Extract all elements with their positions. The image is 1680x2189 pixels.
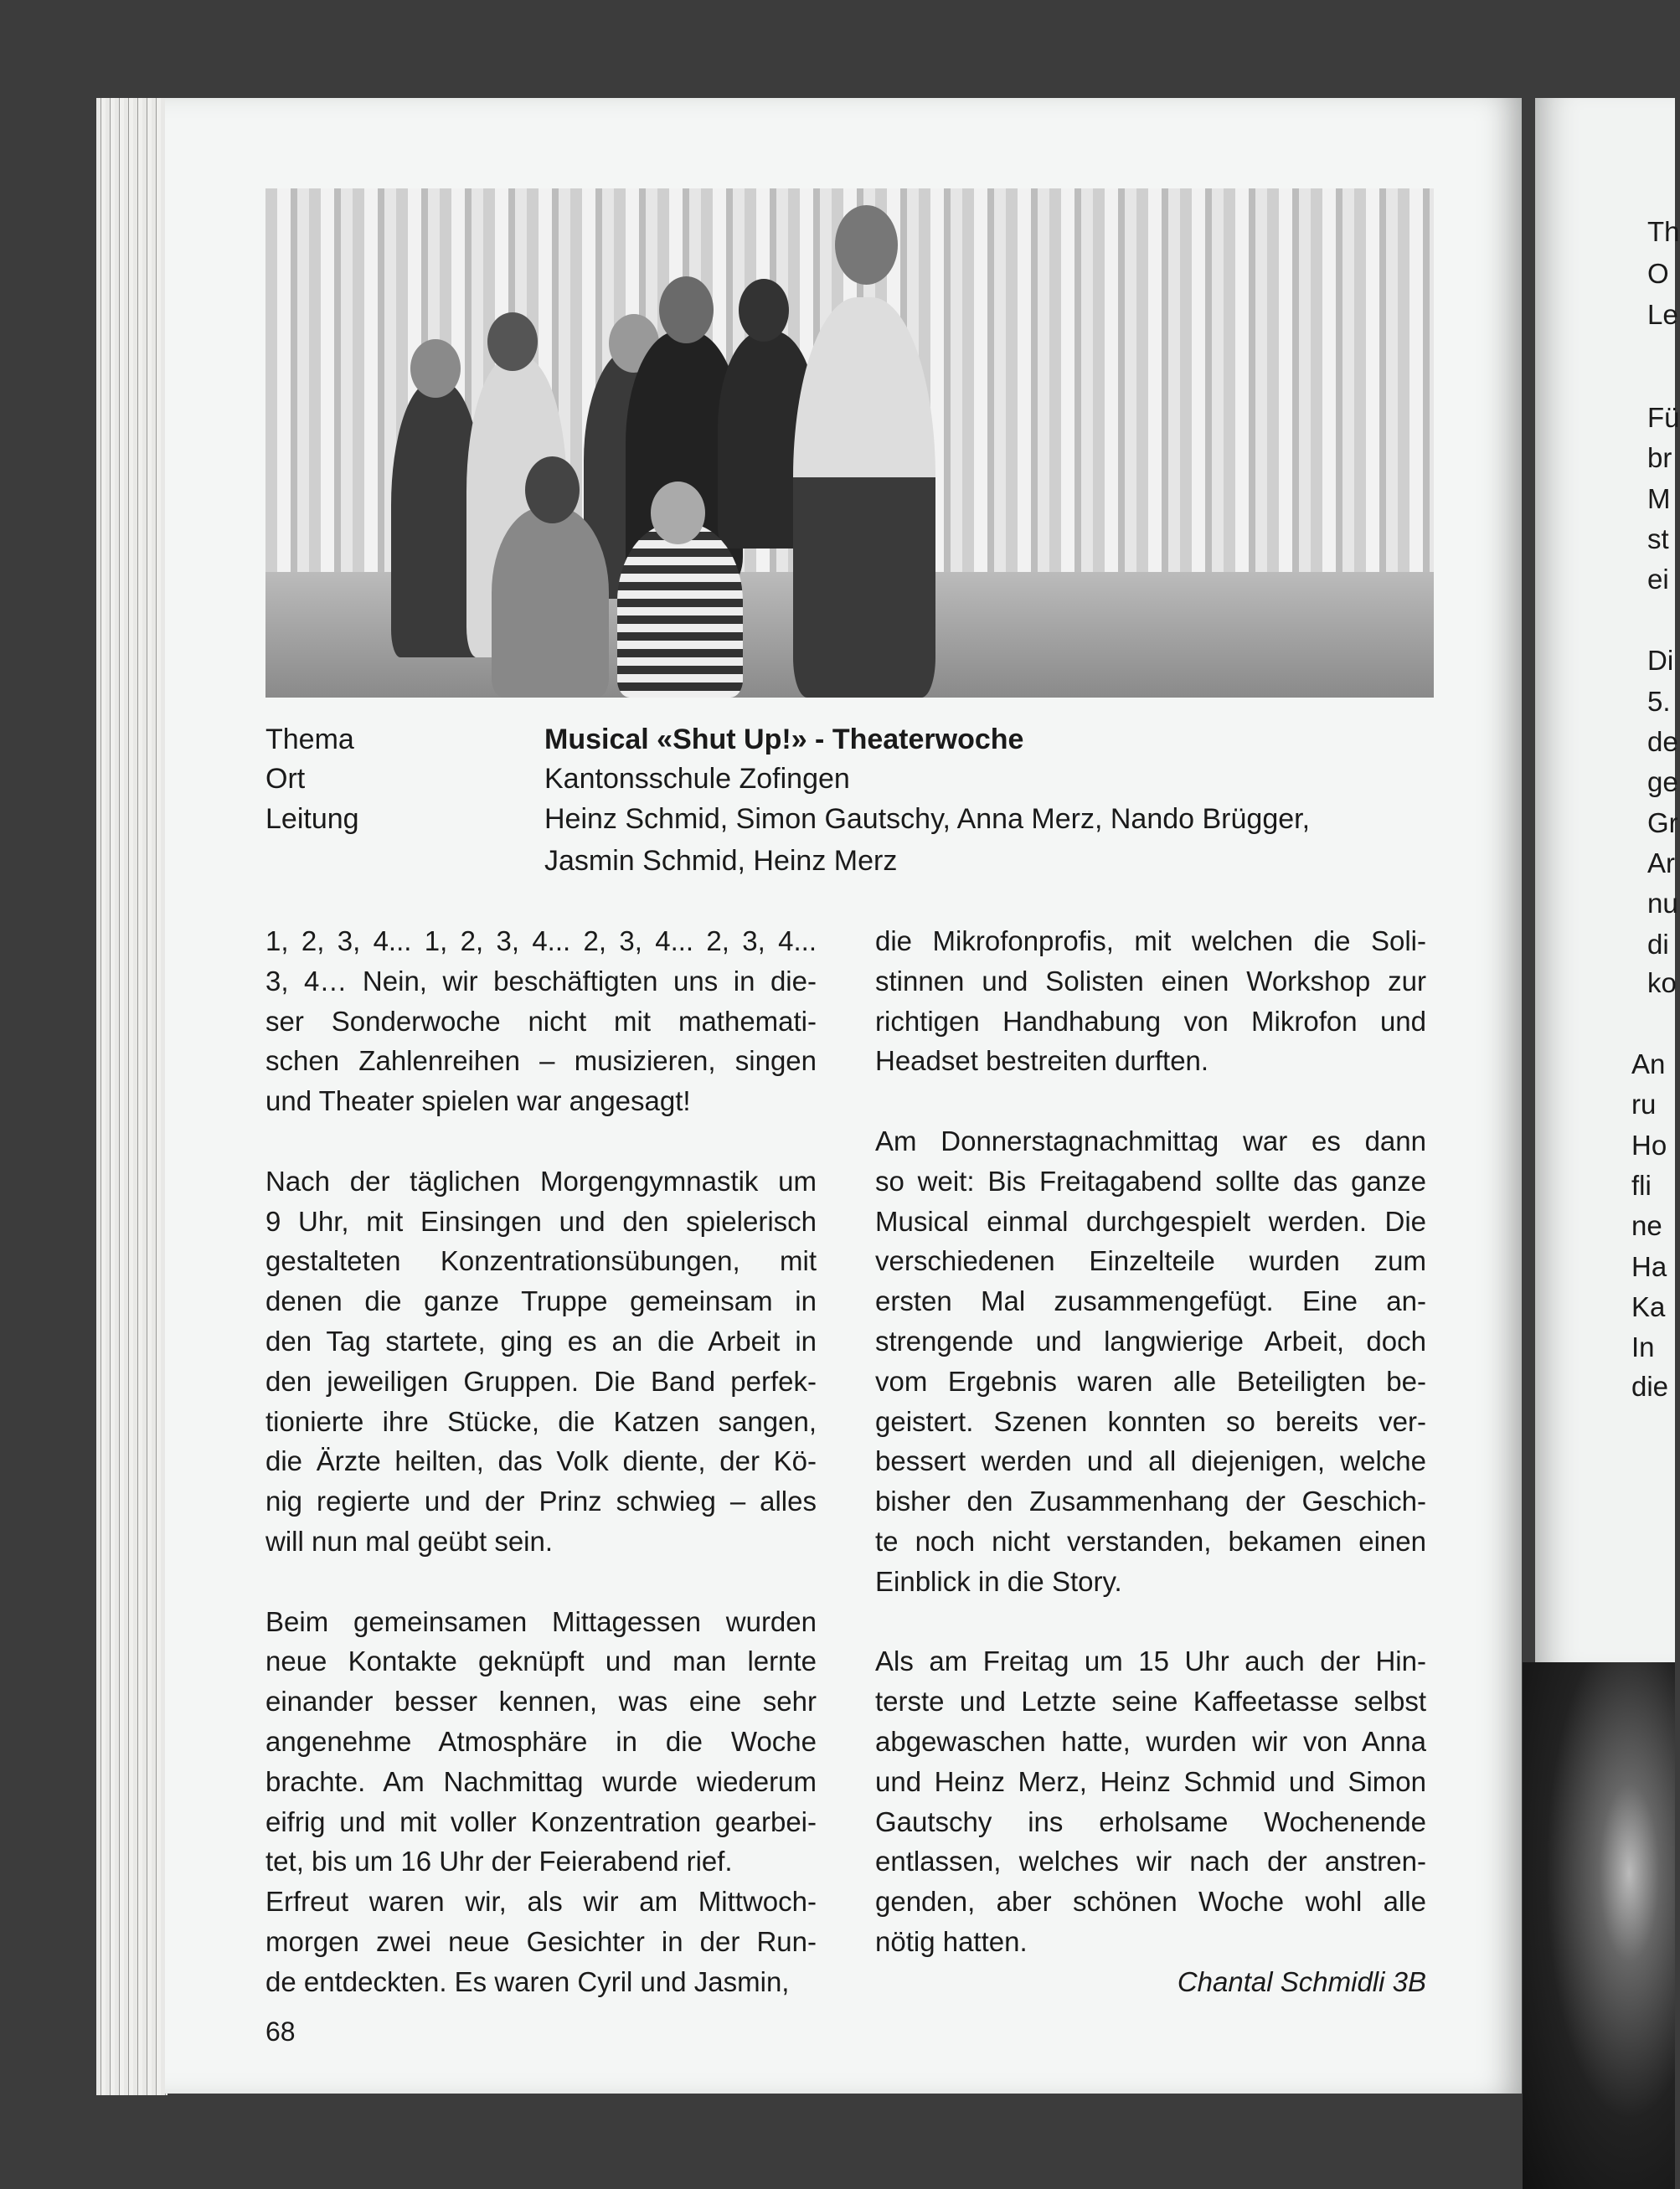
performer-head [835, 205, 898, 285]
next-page-text-fragment: fli [1631, 1169, 1652, 1201]
paragraph [265, 1161, 817, 1562]
next-page-text-fragment: O [1647, 258, 1669, 290]
text-line: tet, bis um 16 Uhr der Feierabend rief. [265, 1846, 733, 1877]
text-line: und Heinz Merz, Heinz Schmid und Simon [875, 1765, 1426, 1797]
right-column [875, 921, 1426, 2002]
left-column [265, 921, 817, 2042]
performer-head [739, 279, 789, 342]
text-line: Headset bestreiten durften. [875, 1045, 1209, 1077]
text-line: Am Donnerstagnachmittag war es dann [875, 1125, 1426, 1156]
text-line: Musical einmal durchgespielt werden. Die [875, 1205, 1426, 1237]
text-line: bisher den Zusammenhang der Geschich- [875, 1486, 1426, 1517]
text-line: schen Zahlenreihen – musizieren, singen [265, 1045, 817, 1077]
text-line: 3, 4… Nein, wir beschäftigten uns in die- [265, 965, 817, 997]
text-line: eifrig und mit voller Konzentration gearbei- [265, 1805, 817, 1837]
performer-head [525, 456, 580, 523]
text-line: will nun mal geübt sein. [265, 1525, 554, 1557]
performer [617, 523, 743, 698]
meta-value: Jasmin Schmid, Heinz Merz [544, 845, 898, 877]
text-line: geistert. Szenen konnten so bereits ver- [875, 1405, 1426, 1437]
next-page-text-fragment: br [1647, 442, 1672, 474]
text-line: nötig hatten. [875, 1925, 1028, 1957]
next-page-text-fragment: Ar [1647, 847, 1675, 878]
text-line: brachte. Am Nachmittag wurde wiederum [265, 1765, 817, 1797]
text-line: die Mikrofonprofis, mit welchen die Soli- [875, 925, 1426, 956]
performer [793, 297, 935, 698]
text-line: nig regierte und der Prinz schwieg – alles [265, 1486, 817, 1517]
page-edges [96, 98, 167, 2095]
text-line: strengende und langwierige Arbeit, doch [875, 1325, 1426, 1357]
page-number: 68 [265, 2016, 296, 2047]
text-line: genden, aber schönen Woche wohl alle [875, 1886, 1426, 1918]
text-line: Einblick in die Story. [875, 1565, 1122, 1597]
meta-label: Ort [265, 763, 306, 795]
meta-label: Thema [265, 724, 354, 755]
article-photo [265, 188, 1434, 698]
text-line: Als am Freitag um 15 Uhr auch der Hin- [875, 1646, 1426, 1677]
text-line: terste und Letzte seine Kaffeetasse selbst [875, 1686, 1426, 1718]
text-line: morgen zwei neue Gesichter in der Run- [265, 1925, 817, 1957]
meta-value: Kantonsschule Zofingen [544, 763, 850, 795]
next-page-text-fragment: Ka [1631, 1290, 1666, 1322]
text-line: bessert werden und all diejenigen, welche [875, 1445, 1426, 1477]
paragraph [265, 921, 817, 1121]
article-title: Musical «Shut Up!» - Theaterwoche [544, 724, 1024, 755]
text-line: stinnen und Solisten einen Workshop zur [875, 965, 1426, 997]
text-line: te noch nicht verstanden, bekamen einen [875, 1525, 1426, 1557]
next-page-text-fragment: Di [1647, 645, 1674, 677]
next-page-text-fragment: ei [1647, 564, 1669, 595]
meta-value: Heinz Schmid, Simon Gautschy, Anna Merz, Nando Brügger, [544, 803, 1311, 835]
text-line: einander besser kennen, was eine sehr [265, 1686, 817, 1718]
next-page-text-fragment: In [1631, 1331, 1655, 1363]
text-line: Gautschy ins erholsame Wochenende [875, 1805, 1426, 1837]
performer-head [487, 312, 538, 371]
text-line: tionierte ihre Stücke, die Katzen sangen, [265, 1405, 817, 1437]
next-page-text-fragment: Le [1647, 298, 1678, 330]
text-line: den jeweiligen Gruppen. Die Band perfek- [265, 1365, 817, 1397]
next-page-text-fragment: Gr [1647, 806, 1678, 838]
text-line: denen die ganze Truppe gemeinsam in [265, 1285, 817, 1317]
next-page-photo [1523, 1662, 1675, 2189]
next-page-text-fragment: An [1631, 1048, 1666, 1079]
next-page-text-fragment: ru [1631, 1089, 1657, 1120]
text-line: verschiedenen Einzelteile wurden zum [875, 1245, 1426, 1277]
text-line: neue Kontakte geknüpft und man lernte [265, 1646, 817, 1677]
next-page-text-fragment: 5. [1647, 685, 1671, 717]
next-page-text-fragment: ko [1647, 967, 1677, 999]
meta-label: Leitung [265, 803, 359, 835]
performer-head [651, 482, 705, 544]
performer-head [659, 276, 714, 343]
performer-head [410, 339, 461, 398]
next-page-text-fragment: Ha [1631, 1250, 1667, 1282]
performer [492, 507, 609, 698]
text-line: vom Ergebnis waren alle Beteiligten be- [875, 1365, 1426, 1397]
next-page-text-fragment: Th [1647, 216, 1680, 248]
paragraph [875, 1641, 1426, 1961]
text-line: Beim gemeinsamen Mittagessen wurden [265, 1605, 817, 1637]
text-line: die Ärzte heilten, das Volk diente, der Kö- [265, 1445, 817, 1477]
text-line: de entdeckten. Es waren Cyril und Jasmin, [265, 1965, 790, 1997]
text-line: angenehme Atmosphäre in die Woche [265, 1725, 817, 1757]
text-line: ersten Mal zusammengefügt. Eine an- [875, 1285, 1426, 1317]
next-page-text-fragment: ge [1647, 766, 1678, 798]
text-line: abgewaschen hatte, wurden wir von Anna [875, 1725, 1426, 1757]
text-line: und Theater spielen war angesagt! [265, 1085, 691, 1117]
next-page [1535, 98, 1680, 1664]
text-line: gestalteten Konzentrationsübungen, mit [265, 1245, 817, 1277]
paragraph [265, 1602, 817, 1883]
paragraph [265, 1882, 817, 2001]
paragraph [875, 1121, 1426, 1602]
text-line: Nach der täglichen Morgengymnastik um [265, 1165, 817, 1197]
next-page-text-fragment: di [1647, 928, 1669, 960]
text-line: so weit: Bis Freitagabend sollte das ganze [875, 1165, 1426, 1197]
next-page-text-fragment: de [1647, 725, 1678, 757]
next-page-text-fragment: ne [1631, 1210, 1662, 1242]
text-line: richtigen Handhabung von Mikrofon und [875, 1005, 1426, 1037]
text-line: ser Sonderwoche nicht mit mathemati- [265, 1005, 817, 1037]
next-page-text-fragment: nu [1647, 888, 1678, 919]
next-page-text-fragment: Fü [1647, 402, 1680, 434]
next-page-text-fragment: M [1647, 482, 1671, 514]
text-line: 9 Uhr, mit Einsingen und den spielerisch [265, 1205, 817, 1237]
paragraph [875, 921, 1426, 1081]
text-line: entlassen, welches wir nach der anstren- [875, 1846, 1426, 1877]
next-page-text-fragment: Ho [1631, 1129, 1667, 1161]
text-line: 1, 2, 3, 4... 1, 2, 3, 4... 2, 3, 4... 2, 3, 4... [265, 925, 817, 956]
next-page-text-fragment: st [1647, 523, 1669, 555]
next-page-text-fragment: die [1631, 1370, 1669, 1402]
text-line: Erfreut waren wir, als wir am Mittwoch- [265, 1886, 817, 1918]
author-signature: Chantal Schmidli 3B [1177, 1965, 1426, 1997]
text-line: den Tag startete, ging es an die Arbeit in [265, 1325, 817, 1357]
